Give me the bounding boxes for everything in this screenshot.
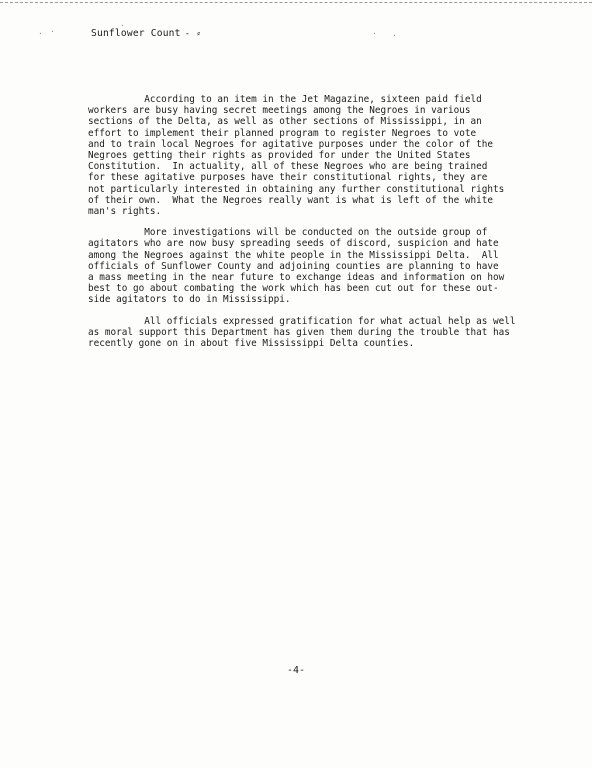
text-line: best to go about combating the work which has been cut out for these out- bbox=[88, 283, 499, 295]
text-line: All officials expressed gratification for what actual help as well bbox=[88, 315, 516, 327]
text-line: for these agitative purposes have their constitutional rights, they are bbox=[88, 172, 488, 184]
text-line: effort to implement their planned program to register Negroes to vote bbox=[88, 127, 477, 139]
text-line: and to train local Negroes for agitative purposes under the color of the bbox=[88, 138, 494, 150]
text-line: officials of Sunflower County and adjoining counties are planning to have bbox=[88, 260, 499, 272]
text-line: a mass meeting in the near future to exchange ideas and information on how bbox=[88, 272, 505, 284]
text-line: of their own. What the Negroes really want is what is left of the white bbox=[88, 194, 494, 206]
text-line: According to an item in the Jet Magazine, sixteen paid field bbox=[88, 94, 482, 105]
scan-speck: · bbox=[372, 29, 377, 38]
scan-speck: · bbox=[50, 27, 55, 36]
text-line: agitators who are now busy spreading seeds of discord, suspicion and hate bbox=[88, 238, 499, 250]
scan-speck: · bbox=[38, 29, 43, 38]
text-line: man's rights. bbox=[88, 206, 162, 218]
text-line: Negroes getting their rights as provided for under the United States bbox=[88, 150, 471, 162]
text-line: workers are busy having secret meetings among the Negroes in various bbox=[88, 105, 471, 117]
document-body bbox=[88, 94, 528, 359]
perforated-edge bbox=[0, 2, 592, 6]
text-line: side agitators to do in Mississippi. bbox=[88, 294, 291, 306]
paragraph bbox=[88, 316, 528, 350]
text-line: More investigations will be conducted on the outside group of bbox=[88, 227, 488, 239]
text-line: among the Negroes against the white people in the Mississippi Delta. All bbox=[88, 249, 499, 261]
text-line: Constitution. In actuality, all of these Negroes who are being trained bbox=[88, 161, 488, 173]
page-number: -4- bbox=[286, 665, 306, 676]
paragraph bbox=[88, 94, 528, 217]
text-line: sections of the Delta, as well as other sections of Mississippi, in an bbox=[88, 116, 482, 128]
text-line: as moral support this Department has given them during the trouble that has bbox=[88, 326, 510, 338]
text-line: not particularly interested in obtaining any further constitutional rights bbox=[88, 183, 505, 195]
text-line: recently gone on in about five Mississippi Delta counties. bbox=[88, 338, 415, 350]
page-header bbox=[91, 28, 201, 39]
scan-speck: · bbox=[120, 21, 125, 30]
header-mark: - ⸗ bbox=[184, 29, 202, 39]
paragraph bbox=[88, 227, 528, 305]
header-title: Sunflower Count bbox=[91, 28, 181, 39]
scan-speck: · bbox=[392, 31, 397, 40]
